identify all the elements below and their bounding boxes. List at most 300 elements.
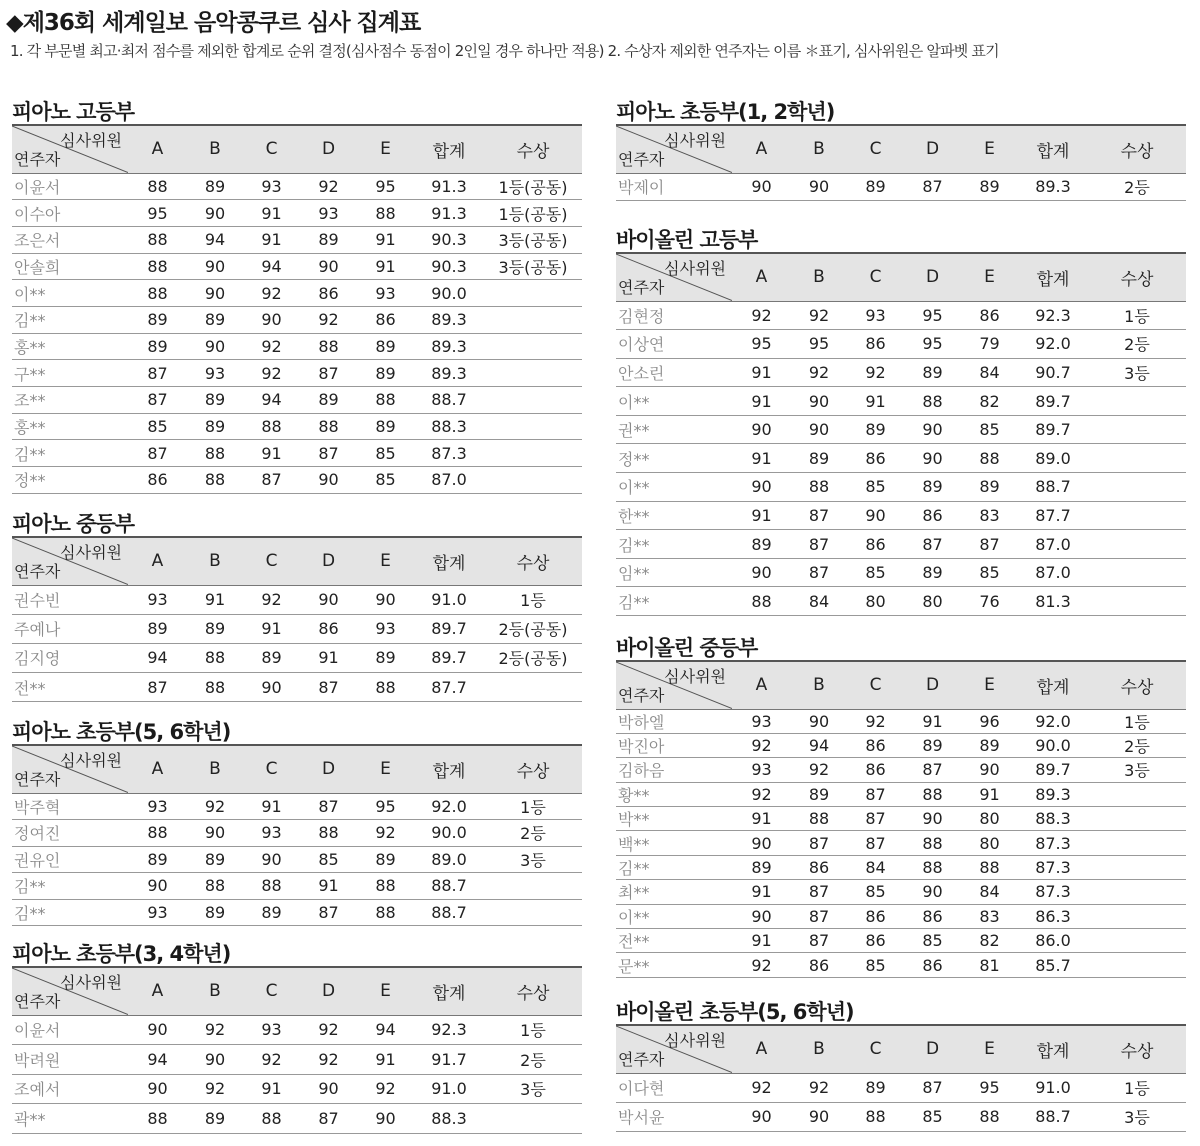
score-b: 89 [187, 1104, 243, 1134]
award: 1등 [484, 793, 582, 820]
award [1088, 904, 1186, 928]
score-e: 88 [961, 444, 1018, 473]
score-c: 92 [847, 709, 904, 733]
score-e: 90 [961, 758, 1018, 782]
score-b: 90 [187, 1045, 243, 1075]
award [1088, 473, 1186, 502]
score-b: 87 [791, 558, 847, 587]
table-row [12, 673, 582, 702]
performer-name: 이윤서 [12, 1015, 128, 1045]
award: 3등 [1088, 1102, 1186, 1131]
total-score: 89.3 [414, 360, 484, 387]
score-e: 89 [357, 333, 414, 360]
award: 1등 [1088, 301, 1186, 330]
total-score: 89.7 [414, 614, 484, 643]
score-d: 87 [300, 673, 357, 702]
performer-name: 최** [616, 880, 732, 904]
performer-name: 문** [616, 953, 732, 977]
award: 2등 [1088, 733, 1186, 757]
judges-header-label: 심사위원 [60, 131, 122, 150]
column-header-judge-c: C [847, 253, 904, 301]
table-row [616, 358, 1186, 387]
score-a: 90 [732, 473, 791, 502]
score-c: 86 [847, 758, 904, 782]
table-row [12, 1045, 582, 1075]
performer-name: 정** [616, 444, 732, 473]
score-b: 92 [791, 758, 847, 782]
score-b: 86 [791, 953, 847, 977]
column-header-judge-d: D [904, 661, 961, 709]
score-c: 88 [847, 1102, 904, 1131]
award: 3등 [1088, 758, 1186, 782]
score-a: 89 [128, 306, 187, 333]
score-b: 88 [791, 473, 847, 502]
header-corner-cell [616, 1025, 732, 1073]
score-e: 91 [961, 782, 1018, 806]
score-a: 90 [732, 904, 791, 928]
column-header-judge-e: E [357, 125, 414, 173]
judges-header-label: 심사위원 [664, 667, 726, 686]
performer-name: 한** [616, 501, 732, 530]
column-header-total: 합계 [414, 967, 484, 1015]
column-header-judge-b: B [791, 253, 847, 301]
total-score: 87.7 [414, 673, 484, 702]
total-score: 87.0 [414, 467, 484, 494]
score-a: 87 [128, 360, 187, 387]
header-corner-cell [616, 661, 732, 709]
score-a: 90 [732, 415, 791, 444]
award [484, 387, 582, 414]
section-title: 피아노 중등부 [12, 512, 135, 536]
score-c: 93 [243, 173, 300, 200]
judges-header-label: 심사위원 [664, 1031, 726, 1050]
column-header-judge-c: C [243, 967, 300, 1015]
score-b: 94 [187, 226, 243, 253]
table-row [12, 585, 582, 614]
performer-name: 김** [12, 440, 128, 467]
table-row [12, 440, 582, 467]
score-d: 89 [300, 226, 357, 253]
column-header-judge-d: D [904, 253, 961, 301]
table-row [12, 253, 582, 280]
total-score: 90.7 [1018, 358, 1088, 387]
score-a: 93 [732, 709, 791, 733]
score-b: 90 [791, 415, 847, 444]
award [1088, 831, 1186, 855]
performer-header-label: 연주자 [618, 277, 665, 297]
performer-name: 김** [12, 873, 128, 900]
score-a: 87 [128, 387, 187, 414]
column-header-judge-e: E [961, 253, 1018, 301]
column-header-total: 합계 [1018, 1025, 1088, 1073]
table-row [616, 558, 1186, 587]
score-e: 88 [357, 673, 414, 702]
column-header-judge-a: A [732, 1025, 791, 1073]
table-row [616, 709, 1186, 733]
score-b: 88 [187, 873, 243, 900]
judges-header-label: 심사위원 [664, 259, 726, 278]
table-row [12, 1104, 582, 1134]
total-score: 89.3 [414, 333, 484, 360]
performer-name: 박주혁 [12, 793, 128, 820]
column-header-total: 합계 [1018, 253, 1088, 301]
column-header-judge-a: A [128, 745, 187, 793]
score-d: 89 [904, 558, 961, 587]
total-score: 91.0 [414, 585, 484, 614]
score-d: 87 [300, 360, 357, 387]
score-b: 90 [791, 709, 847, 733]
total-score: 90.3 [414, 253, 484, 280]
judges-header-label: 심사위원 [60, 751, 122, 770]
award: 2등(공동) [484, 643, 582, 672]
score-c: 93 [847, 301, 904, 330]
section-title: 피아노 고등부 [12, 100, 135, 124]
score-b: 84 [791, 587, 847, 616]
score-a: 95 [732, 330, 791, 359]
column-header-judge-e: E [357, 967, 414, 1015]
score-d: 95 [904, 330, 961, 359]
table-row [12, 467, 582, 494]
score-b: 87 [791, 530, 847, 559]
score-a: 89 [128, 846, 187, 873]
score-e: 88 [357, 899, 414, 926]
column-header-judge-b: B [791, 661, 847, 709]
column-header-judge-a: A [128, 967, 187, 1015]
score-e: 92 [357, 820, 414, 847]
award [484, 899, 582, 926]
performer-name: 박제이 [616, 173, 732, 200]
score-e: 88 [961, 1102, 1018, 1131]
award: 3등 [1088, 358, 1186, 387]
column-header-judge-d: D [904, 1025, 961, 1073]
performer-name: 홍** [12, 333, 128, 360]
section-0 [12, 100, 582, 494]
table-row [12, 614, 582, 643]
score-d: 93 [300, 200, 357, 227]
score-a: 92 [732, 1073, 791, 1102]
column-header-judge-b: B [187, 125, 243, 173]
total-score: 91.7 [414, 1045, 484, 1075]
score-d: 80 [904, 587, 961, 616]
award [484, 873, 582, 900]
score-b: 90 [187, 280, 243, 307]
score-e: 81 [961, 953, 1018, 977]
column-header-award: 수상 [484, 967, 582, 1015]
score-e: 86 [357, 306, 414, 333]
score-d: 86 [904, 501, 961, 530]
total-score: 88.7 [1018, 473, 1088, 502]
table-row [12, 200, 582, 227]
performer-name: 이상연 [616, 330, 732, 359]
column-header-judge-c: C [243, 125, 300, 173]
column-header-total: 합계 [414, 125, 484, 173]
score-d: 87 [300, 793, 357, 820]
score-e: 93 [357, 614, 414, 643]
score-b: 87 [791, 831, 847, 855]
total-score: 88.7 [1018, 1102, 1088, 1131]
score-c: 85 [847, 558, 904, 587]
score-b: 90 [187, 253, 243, 280]
performer-name: 이윤서 [12, 173, 128, 200]
performer-header-label: 연주자 [618, 685, 665, 705]
score-c: 87 [847, 807, 904, 831]
total-score: 87.3 [1018, 880, 1088, 904]
score-b: 92 [187, 1074, 243, 1104]
performer-name: 박려원 [12, 1045, 128, 1075]
award [484, 333, 582, 360]
score-a: 91 [732, 387, 791, 416]
table-row [12, 1015, 582, 1045]
score-d: 90 [904, 880, 961, 904]
award [484, 360, 582, 387]
performer-name: 박서윤 [616, 1102, 732, 1131]
table-row [616, 929, 1186, 953]
column-header-award: 수상 [484, 745, 582, 793]
award: 2등 [1088, 173, 1186, 200]
score-table [616, 252, 1186, 616]
score-b: 89 [791, 444, 847, 473]
score-b: 89 [187, 614, 243, 643]
award [484, 413, 582, 440]
column-header-judge-b: B [791, 125, 847, 173]
score-c: 87 [243, 467, 300, 494]
score-a: 91 [732, 807, 791, 831]
score-e: 80 [961, 807, 1018, 831]
score-e: 88 [357, 200, 414, 227]
section-1 [12, 512, 582, 702]
score-e: 88 [357, 873, 414, 900]
total-score: 87.3 [1018, 831, 1088, 855]
score-e: 91 [357, 253, 414, 280]
total-score: 87.3 [414, 440, 484, 467]
table-row [616, 733, 1186, 757]
score-e: 95 [961, 1073, 1018, 1102]
score-e: 79 [961, 330, 1018, 359]
score-table [616, 1024, 1186, 1132]
performer-name: 구** [12, 360, 128, 387]
score-a: 90 [732, 831, 791, 855]
score-c: 90 [847, 501, 904, 530]
score-a: 88 [128, 226, 187, 253]
score-c: 92 [847, 358, 904, 387]
score-d: 88 [904, 855, 961, 879]
score-c: 93 [243, 1015, 300, 1045]
total-score: 88.7 [414, 873, 484, 900]
award [484, 280, 582, 307]
column-header-judge-c: C [847, 661, 904, 709]
score-e: 95 [357, 173, 414, 200]
score-b: 88 [187, 643, 243, 672]
header-corner-cell [12, 745, 128, 793]
score-c: 87 [847, 831, 904, 855]
score-b: 88 [187, 440, 243, 467]
column-header-total: 합계 [1018, 125, 1088, 173]
performer-name: 박진아 [616, 733, 732, 757]
score-c: 85 [847, 953, 904, 977]
score-c: 92 [243, 333, 300, 360]
judges-header-label: 심사위원 [60, 543, 122, 562]
score-e: 89 [961, 473, 1018, 502]
score-e: 87 [961, 530, 1018, 559]
performer-name: 이** [616, 387, 732, 416]
score-a: 94 [128, 643, 187, 672]
score-a: 87 [128, 673, 187, 702]
table-row [12, 173, 582, 200]
table-row [12, 333, 582, 360]
column-header-award: 수상 [1088, 1025, 1186, 1073]
score-c: 94 [243, 387, 300, 414]
table-row [616, 415, 1186, 444]
award [1088, 807, 1186, 831]
score-a: 90 [128, 873, 187, 900]
score-d: 87 [300, 440, 357, 467]
score-d: 89 [904, 473, 961, 502]
score-a: 95 [128, 200, 187, 227]
score-d: 86 [300, 614, 357, 643]
award [1088, 387, 1186, 416]
score-c: 94 [243, 253, 300, 280]
column-header-judge-d: D [300, 125, 357, 173]
award: 2등 [484, 820, 582, 847]
column-header-judge-d: D [300, 745, 357, 793]
performer-name: 정여진 [12, 820, 128, 847]
table-row [616, 173, 1186, 200]
column-header-judge-e: E [961, 661, 1018, 709]
score-b: 87 [791, 880, 847, 904]
score-a: 88 [128, 1104, 187, 1134]
score-c: 86 [847, 904, 904, 928]
score-e: 82 [961, 387, 1018, 416]
score-d: 87 [904, 530, 961, 559]
table-row [616, 444, 1186, 473]
score-d: 92 [300, 173, 357, 200]
score-a: 89 [128, 614, 187, 643]
column-header-judge-c: C [847, 125, 904, 173]
total-score: 91.0 [1018, 1073, 1088, 1102]
total-score: 89.7 [1018, 415, 1088, 444]
score-d: 87 [904, 173, 961, 200]
score-d: 88 [300, 413, 357, 440]
performer-name: 안솔희 [12, 253, 128, 280]
score-a: 92 [732, 301, 791, 330]
score-a: 92 [732, 953, 791, 977]
performer-name: 안소린 [616, 358, 732, 387]
score-b: 89 [187, 387, 243, 414]
total-score: 81.3 [1018, 587, 1088, 616]
section-title: 바이올린 중등부 [616, 636, 758, 660]
performer-name: 김** [616, 530, 732, 559]
score-e: 88 [961, 855, 1018, 879]
table-row [12, 793, 582, 820]
score-b: 89 [187, 306, 243, 333]
score-d: 89 [300, 387, 357, 414]
score-a: 94 [128, 1045, 187, 1075]
section-5 [616, 228, 1186, 616]
performer-name: 권수빈 [12, 585, 128, 614]
table-row [616, 1073, 1186, 1102]
score-e: 84 [961, 358, 1018, 387]
column-header-judge-e: E [357, 745, 414, 793]
score-e: 90 [357, 585, 414, 614]
score-e: 91 [357, 226, 414, 253]
section-title: 피아노 초등부(5, 6학년) [12, 720, 231, 744]
section-title: 바이올린 고등부 [616, 228, 758, 252]
award [1088, 587, 1186, 616]
performer-name: 이수아 [12, 200, 128, 227]
score-table [12, 124, 582, 494]
total-score: 91.0 [414, 1074, 484, 1104]
award: 1등 [484, 1015, 582, 1045]
score-e: 76 [961, 587, 1018, 616]
column-header-judge-e: E [961, 1025, 1018, 1073]
performer-header-label: 연주자 [14, 561, 61, 581]
total-score: 92.3 [414, 1015, 484, 1045]
score-c: 88 [243, 1104, 300, 1134]
score-d: 88 [904, 782, 961, 806]
score-a: 90 [128, 1074, 187, 1104]
score-e: 88 [357, 387, 414, 414]
table-row [12, 873, 582, 900]
score-c: 88 [243, 413, 300, 440]
table-row [12, 413, 582, 440]
score-d: 90 [904, 444, 961, 473]
table-row [616, 501, 1186, 530]
score-c: 93 [243, 820, 300, 847]
score-a: 93 [128, 585, 187, 614]
performer-name: 백** [616, 831, 732, 855]
performer-name: 김하음 [616, 758, 732, 782]
total-score: 90.3 [414, 226, 484, 253]
score-a: 85 [128, 413, 187, 440]
score-b: 90 [791, 387, 847, 416]
score-e: 83 [961, 904, 1018, 928]
header-corner-cell [12, 967, 128, 1015]
performer-name: 김지영 [12, 643, 128, 672]
column-header-award: 수상 [484, 537, 582, 585]
column-header-judge-b: B [791, 1025, 847, 1073]
score-a: 90 [732, 173, 791, 200]
total-score: 92.3 [1018, 301, 1088, 330]
score-b: 94 [791, 733, 847, 757]
score-e: 89 [357, 413, 414, 440]
score-c: 91 [243, 440, 300, 467]
score-b: 86 [791, 855, 847, 879]
score-c: 89 [847, 1073, 904, 1102]
award [484, 1104, 582, 1134]
score-c: 89 [847, 173, 904, 200]
award [1088, 558, 1186, 587]
award [1088, 929, 1186, 953]
column-header-judge-a: A [732, 253, 791, 301]
score-a: 91 [732, 444, 791, 473]
award: 1등 [1088, 1073, 1186, 1102]
table-row [616, 807, 1186, 831]
column-header-total: 합계 [414, 745, 484, 793]
table-row [616, 758, 1186, 782]
award [484, 673, 582, 702]
score-d: 92 [300, 1015, 357, 1045]
score-e: 82 [961, 929, 1018, 953]
performer-name: 이다현 [616, 1073, 732, 1102]
table-row [616, 530, 1186, 559]
score-a: 89 [732, 530, 791, 559]
score-c: 90 [243, 846, 300, 873]
performer-name: 김** [12, 306, 128, 333]
score-table [12, 744, 582, 926]
performer-name: 정** [12, 467, 128, 494]
total-score: 92.0 [1018, 330, 1088, 359]
total-score: 88.3 [1018, 807, 1088, 831]
